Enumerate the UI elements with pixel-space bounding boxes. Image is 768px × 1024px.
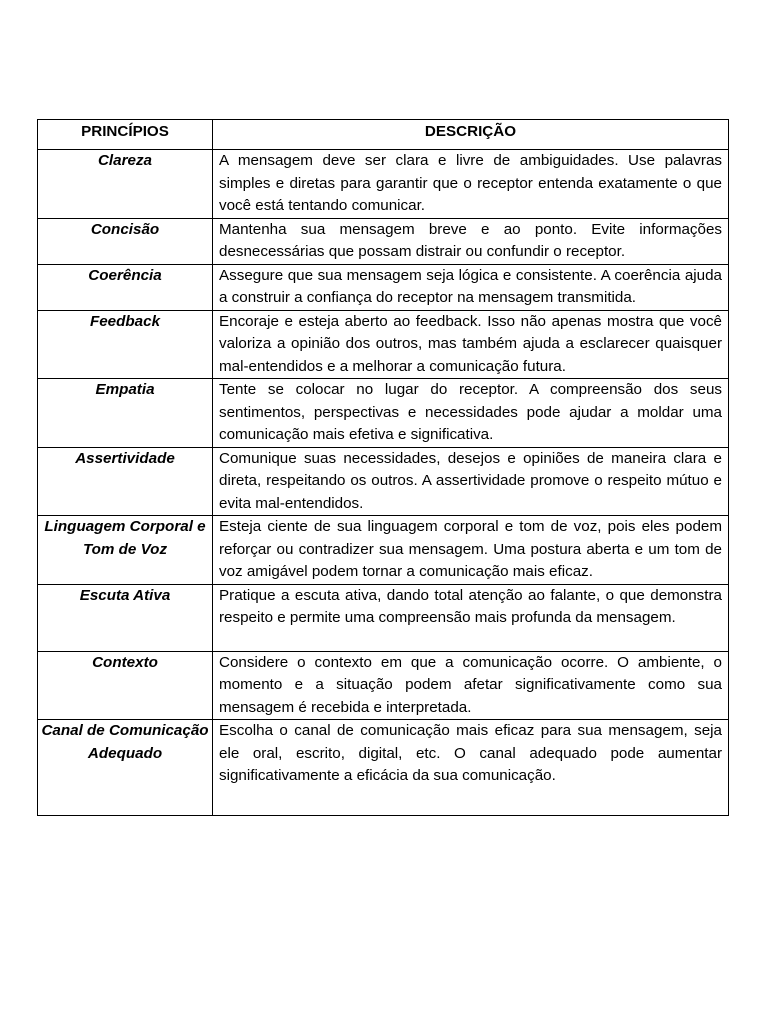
principle-description: Escolha o canal de comunicação mais eficaz para sua mensagem, seja ele oral, escrito, digital, etc. O canal adequado pode aumentar significativamente a eficácia da sua comunicação. (213, 720, 729, 816)
table-row (38, 516, 729, 585)
principle-description: Pratique a escuta ativa, dando total atenção ao falante, o que demonstra respeito e permite uma compreensão mais profunda da mensagem. (213, 584, 729, 651)
table-row (38, 651, 729, 720)
principle-name: Feedback (38, 310, 213, 379)
principle-name: Clareza (38, 150, 213, 219)
table-row (38, 264, 729, 310)
principle-name: Concisão (38, 218, 213, 264)
header-description: DESCRIÇÃO (213, 120, 729, 150)
principle-description: Encoraje e esteja aberto ao feedback. Isso não apenas mostra que você valoriza a opinião dos outros, mas também ajuda a esclarecer quaisquer mal-entendidos e a melhorar a comunicação futura. (213, 310, 729, 379)
principle-name: Linguagem Corporal e Tom de Voz (38, 516, 213, 585)
principle-description: A mensagem deve ser clara e livre de ambiguidades. Use palavras simples e diretas para garantir que o receptor entenda exatamente o que você está tentando comunicar. (213, 150, 729, 219)
table-row (38, 379, 729, 448)
table-row (38, 218, 729, 264)
table-row (38, 720, 729, 816)
principles-table (37, 119, 729, 816)
principle-description: Mantenha sua mensagem breve e ao ponto. Evite informações desnecessárias que possam distrair ou confundir o receptor. (213, 218, 729, 264)
principle-description: Assegure que sua mensagem seja lógica e consistente. A coerência ajuda a construir a confiança do receptor na mensagem transmitida. (213, 264, 729, 310)
principle-name: Escuta Ativa (38, 584, 213, 651)
principle-description: Tente se colocar no lugar do receptor. A compreensão dos seus sentimentos, perspectivas e necessidades pode ajudar a moldar uma comunicação mais efetiva e significativa. (213, 379, 729, 448)
table-row (38, 150, 729, 219)
principle-name: Assertividade (38, 447, 213, 516)
table-row (38, 447, 729, 516)
table-row (38, 584, 729, 651)
principle-name: Canal de Comunicação Adequado (38, 720, 213, 816)
header-principles: PRINCÍPIOS (38, 120, 213, 150)
principle-description: Comunique suas necessidades, desejos e opiniões de maneira clara e direta, respeitando os outros. A assertividade promove o respeito mútuo e evita mal-entendidos. (213, 447, 729, 516)
table-row (38, 310, 729, 379)
principle-description: Considere o contexto em que a comunicação ocorre. O ambiente, o momento e a situação podem afetar significativamente como sua mensagem é recebida e interpretada. (213, 651, 729, 720)
table-header-row (38, 120, 729, 150)
principle-name: Contexto (38, 651, 213, 720)
principle-name: Coerência (38, 264, 213, 310)
principle-description: Esteja ciente de sua linguagem corporal e tom de voz, pois eles podem reforçar ou contradizer sua mensagem. Uma postura aberta e um tom de voz amigável podem tornar a comunicação mais eficaz. (213, 516, 729, 585)
principle-name: Empatia (38, 379, 213, 448)
